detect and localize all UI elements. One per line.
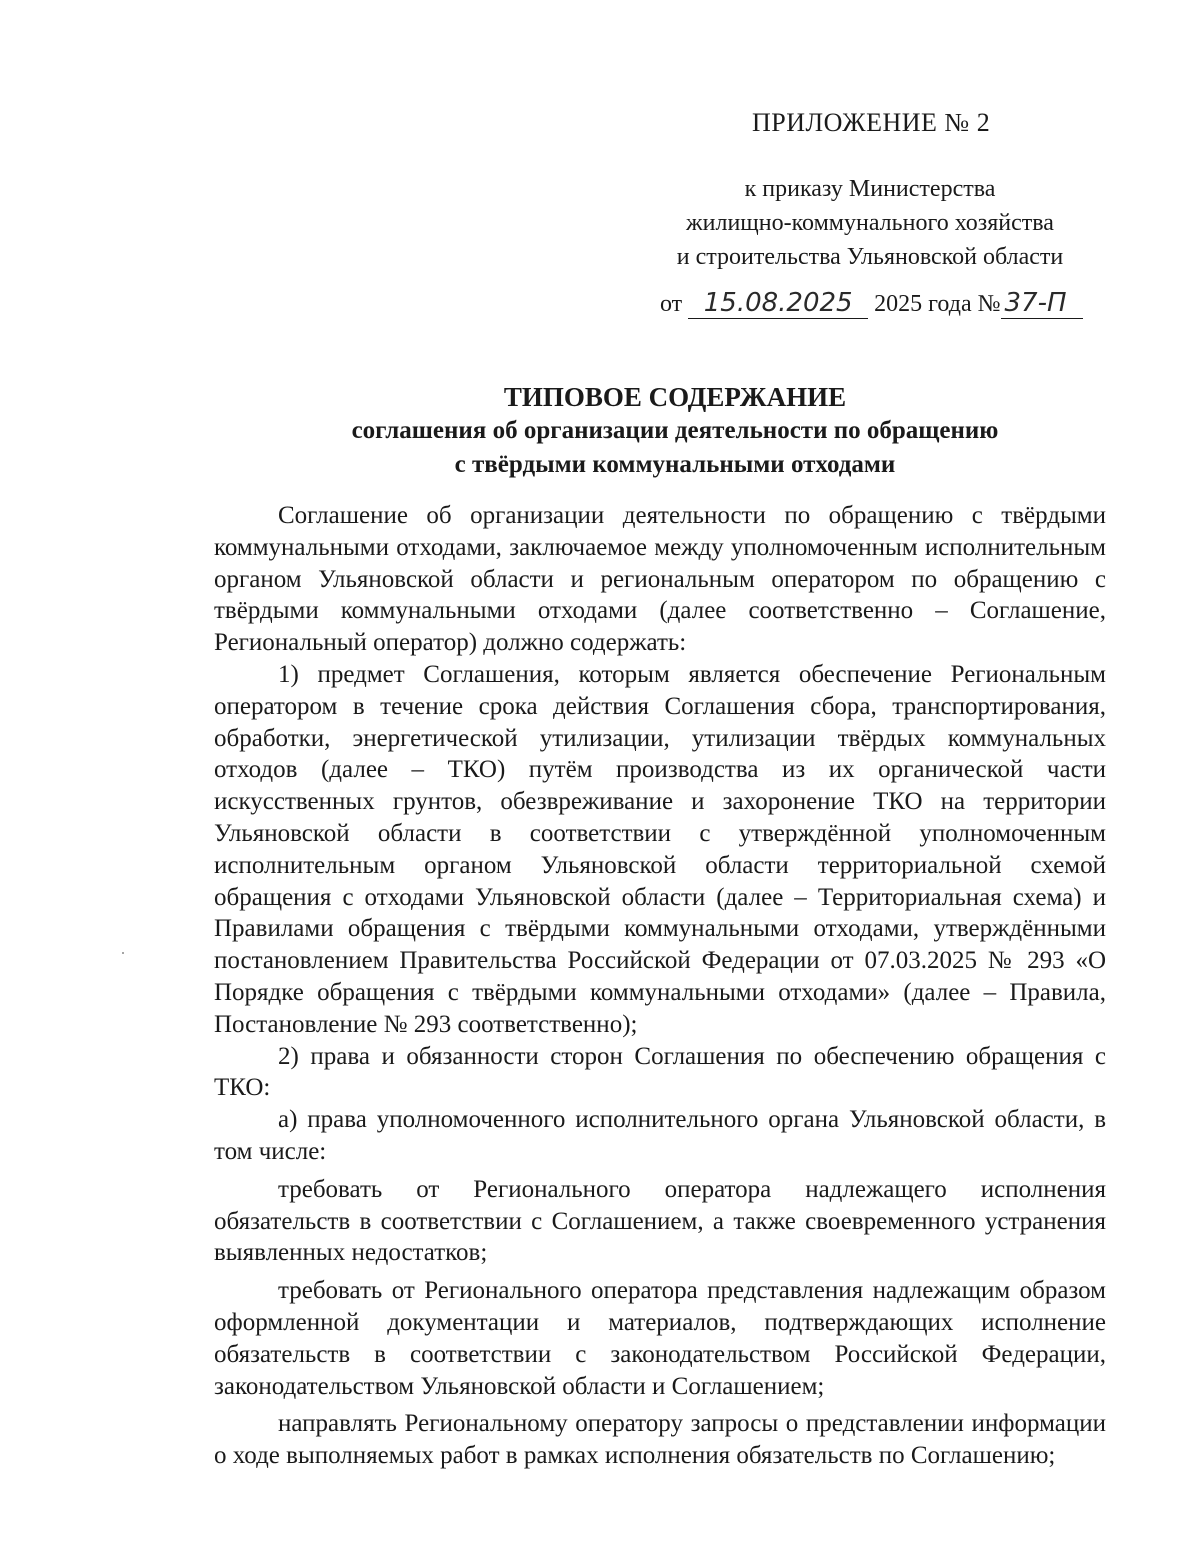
appendix-ref-line-3: и строительства Ульяновской области <box>676 244 1064 270</box>
order-prefix: от <box>660 291 683 317</box>
paragraph-intro: Соглашение об организации деятельности по обращению с твёрдыми коммунальными отходами, заключаемое между уполномоченным исполнительным органом Ульяновской области и региональным оператором по обращению с твёрдыми коммунальными отходами (далее соответственно – Соглашение, Региональный оператор) должно содержать: <box>214 502 1106 657</box>
document-body <box>214 500 1106 1472</box>
title-line-3: с твёрдыми коммунальными отходами <box>454 451 896 478</box>
title-line-1: ТИПОВОЕ СОДЕРЖАНИЕ <box>503 382 847 412</box>
scan-speck <box>122 952 124 954</box>
appendix-ref-line-1: к приказу Министерства <box>744 176 996 202</box>
paragraph-item-1: 1) предмет Соглашения, которым является обеспечение Региональным оператором в течение срока действия Соглашения сбора, транспортирования, обработки, энергетической утилизации, утилизации твёрдых коммунальных отходов (далее – ТКО) путём производства из их органической части искусственных грунтов, обезвреживание и захоронение ТКО на территории Ульяновской области в соответствии с утверждённой уполномоченным исполнительным органом Ульяновской области территориальной схемой обращения с отходами Ульяновской области (далее – Территориальная схема) и Правилами обращения с твёрдыми коммунальными отходами, утверждёнными постановлением Правительства Российской Федерации от 07.03.2025 № 293 «О Порядке обращения с твёрдыми коммунальными отходами» (далее – Правила, Постановление № 293 соответственно); <box>214 660 1106 1038</box>
order-year-text: 2025 года № <box>874 291 1001 317</box>
appendix-ref-line-2: жилищно-коммунального хозяйства <box>686 210 1054 236</box>
appendix-reference <box>640 172 1100 274</box>
appendix-label: ПРИЛОЖЕНИЕ № 2 <box>752 108 991 137</box>
document-title <box>200 380 1150 482</box>
paragraph-item-2: 2) права и обязанности сторон Соглашения по обеспечению обращения с ТКО: <box>214 1042 1106 1102</box>
order-date-line <box>660 288 1083 319</box>
handwritten-order-date: 15.08.2025 <box>688 288 868 319</box>
paragraph-right-3: направлять Региональному оператору запросы о представлении информации о ходе выполняемых работ в рамках исполнения обязательств по Соглашению; <box>214 1410 1106 1470</box>
title-line-2: соглашения об организации деятельности по обращению <box>351 417 999 444</box>
paragraph-right-1: требовать от Регионального оператора надлежащего исполнения обязательств в соответствии с Соглашением, а также своевременного устранения выявленных недостатков; <box>214 1175 1106 1267</box>
handwritten-order-number: 37-П <box>1001 288 1083 319</box>
paragraph-item-2a: а) права уполномоченного исполнительного органа Ульяновской области, в том числе: <box>214 1106 1106 1165</box>
paragraph-right-2: требовать от Регионального оператора представления надлежащим образом оформленной документации и материалов, подтверждающих исполнение обязательств в соответствии с законодательством Российской Федерации, законодательством Ульяновской области и Соглашением; <box>214 1277 1106 1400</box>
